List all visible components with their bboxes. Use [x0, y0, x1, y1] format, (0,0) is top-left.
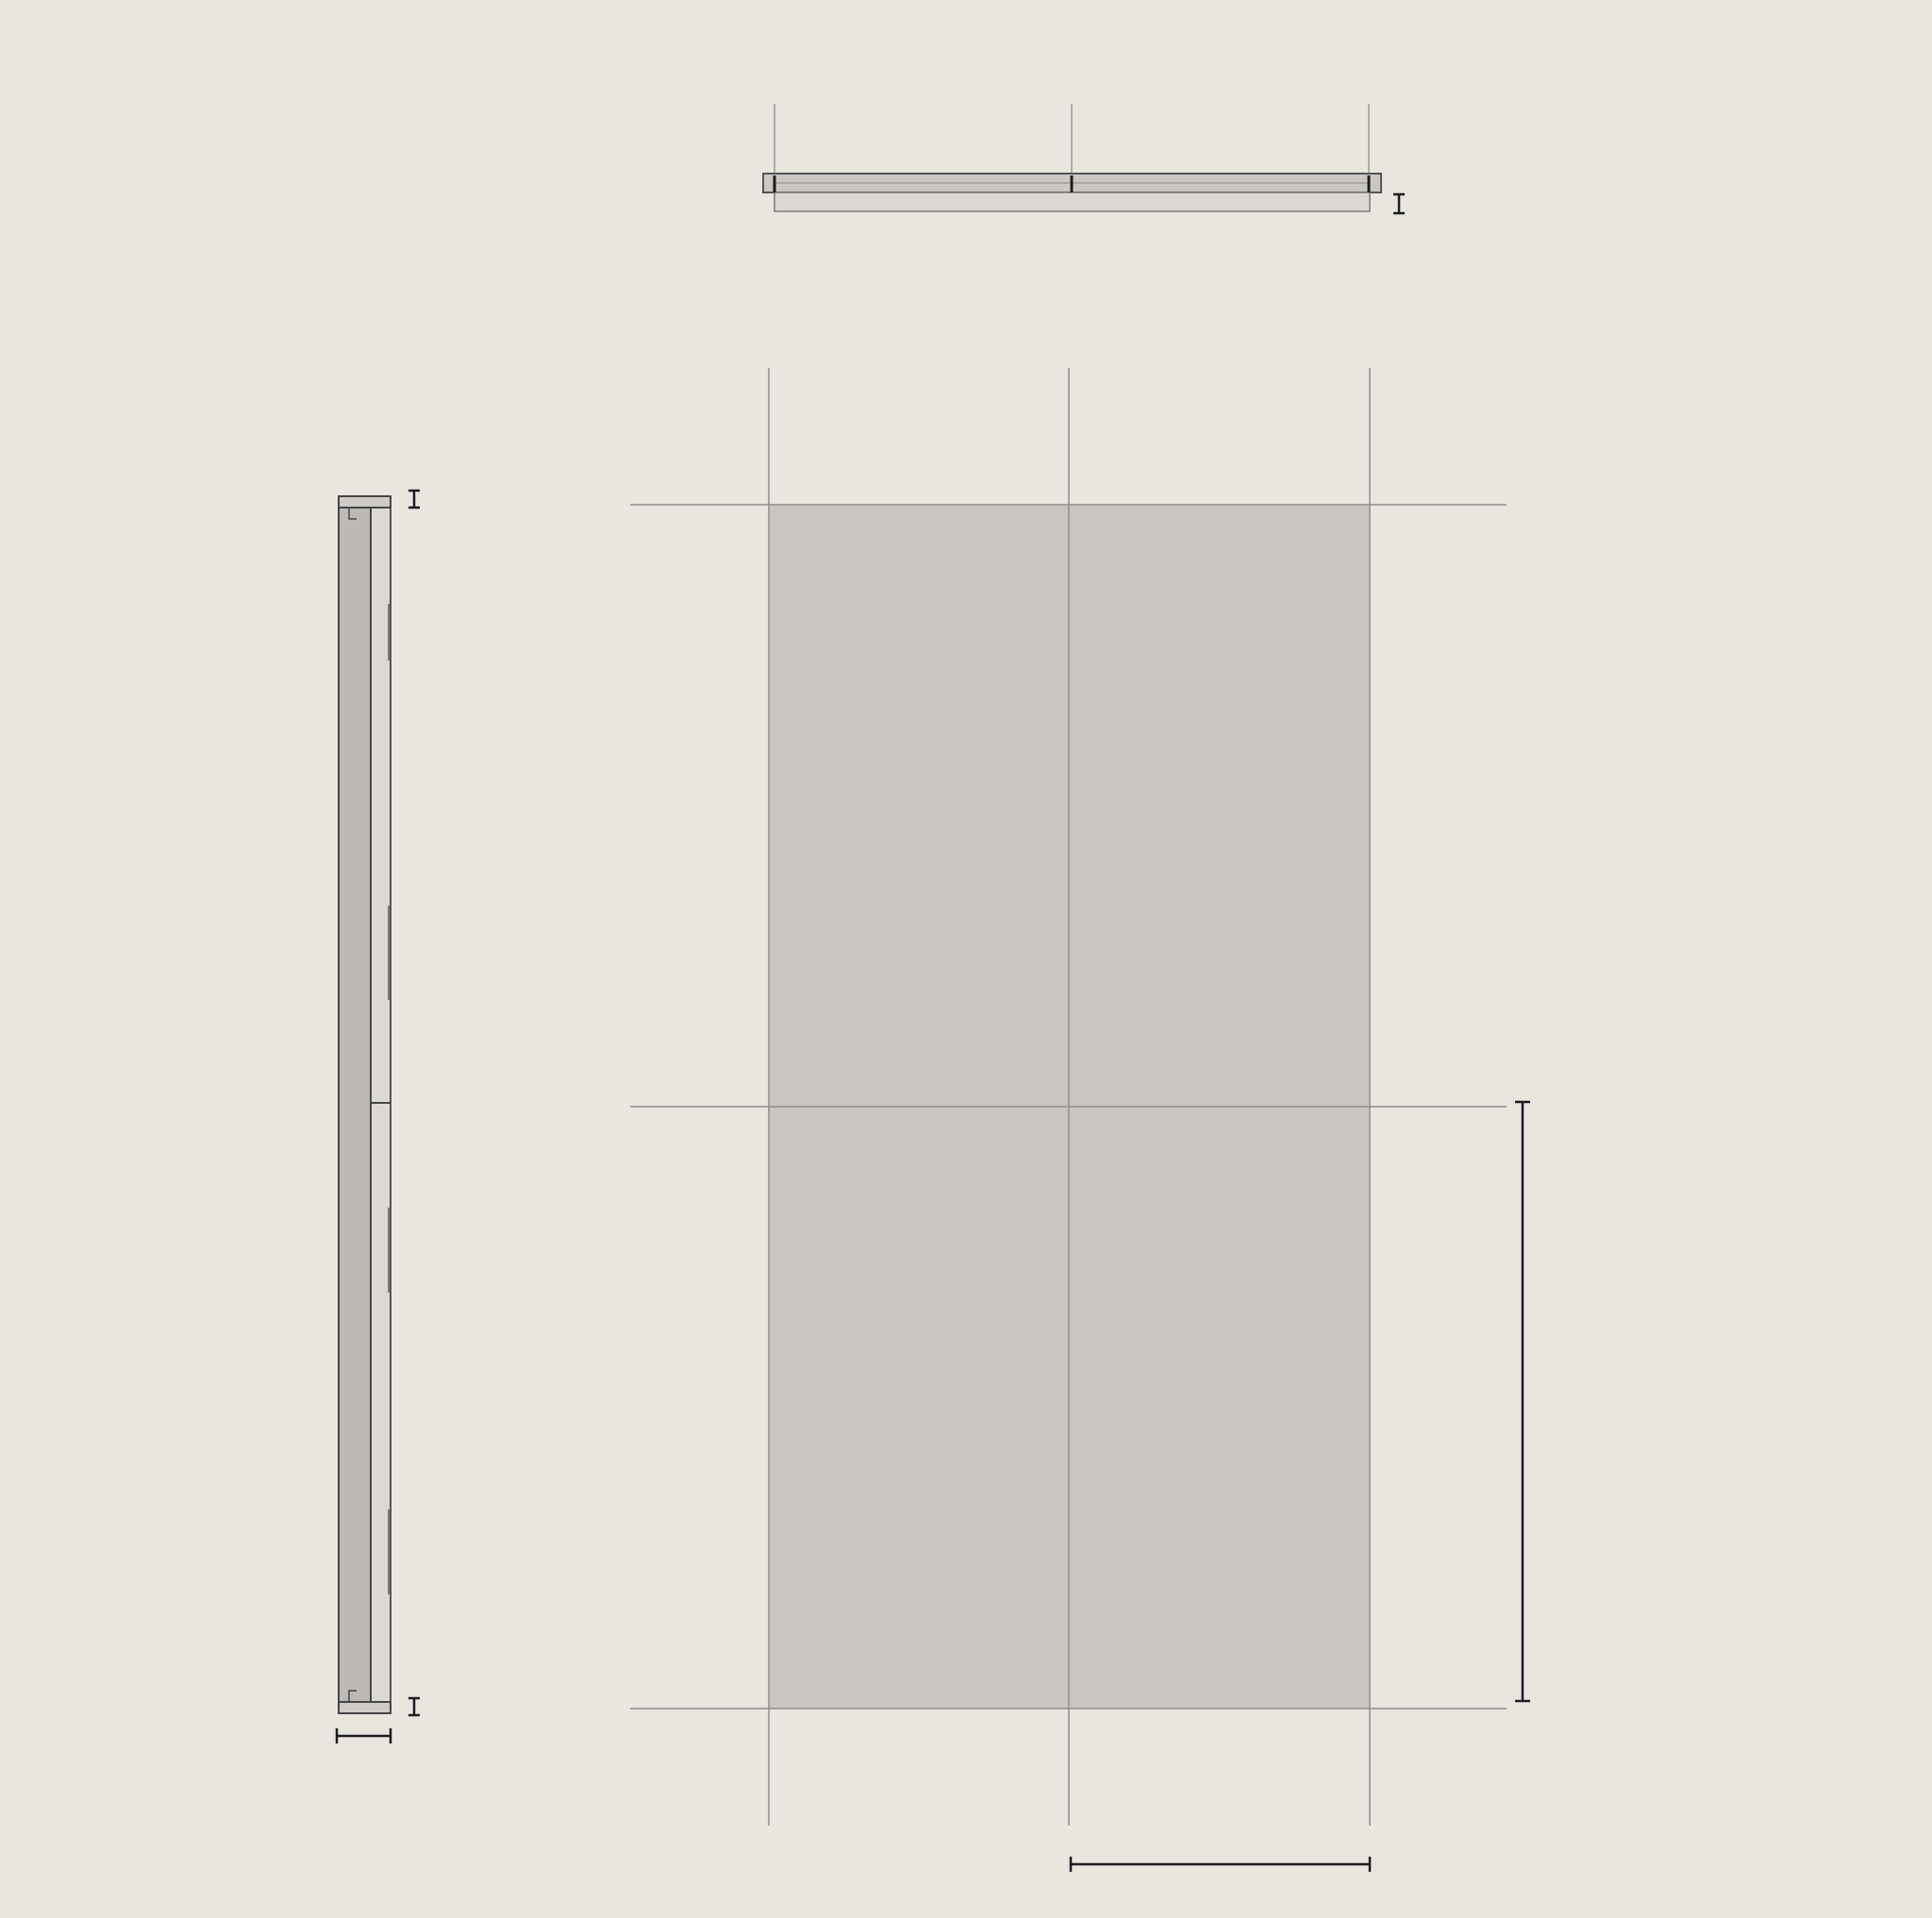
wall-bottom-dimension [408, 1698, 420, 1715]
ceiling-section-drawing [763, 104, 1381, 211]
panel-width-dimension [1071, 1857, 1370, 1872]
wall-top-dimension [408, 491, 420, 508]
ceiling-thickness-dimension [1393, 194, 1405, 213]
panel-configuration-drawing [630, 368, 1507, 1826]
wall-depth-dimension [337, 1728, 391, 1743]
wall-section-drawing [339, 496, 391, 1713]
panel-height-dimension [1515, 1102, 1530, 1701]
panel-joint-lines [630, 368, 1507, 1826]
